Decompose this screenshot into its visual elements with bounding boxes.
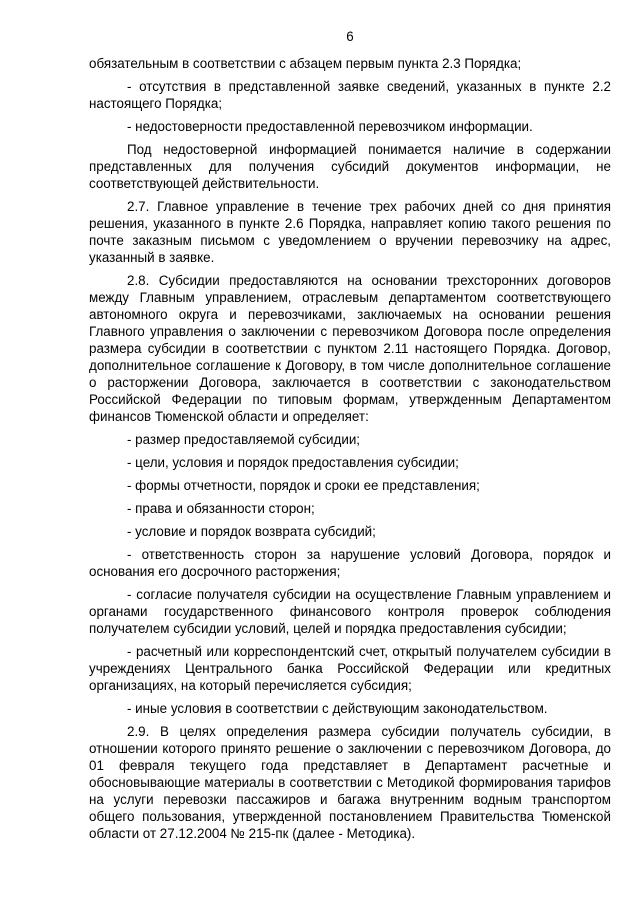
document-page: [89, 28, 611, 848]
paragraph: - права и обязанности сторон;: [127, 501, 315, 516]
paragraph: - отсутствия в представленной заявке сведений, указанных в пункте 2.2 настоящего Порядка;: [89, 79, 611, 111]
paragraph: - иные условия в соответствии с действующим законодательством.: [127, 701, 548, 716]
paragraph: - размер предоставляемой субсидии;: [127, 432, 361, 447]
paragraph: - согласие получателя субсидии на осуществление Главным управлением и органами государственного финансового контроля проверок соблюдения получателем субсидии условий, целей и порядка предоставления субсидии;: [89, 587, 611, 636]
paragraph: Под недостоверной информацией понимается наличие в содержании представленных для получения субсидий документов информации, не соответствующей действительности.: [89, 142, 611, 191]
paragraph: 2.9. В целях определения размера субсидии получатель субсидии, в отношении которого принято решение о заключении с перевозчиком Договора, до 01 февраля текущего года представляет в Департамент расчетные и обосновывающие материалы в соответствии с Методикой формирования тарифов на услуги перевозки пассажиров и багажа внутренним водным транспортом общего пользования, утвержденной постановлением Правительства Тюменской области от 27.12.2004 № 215-пк (далее - Методика).: [89, 724, 611, 841]
paragraph: - расчетный или корреспондентский счет, открытый получателем субсидии в учреждениях Центрального банка Российской Федерации или кредитных организациях, на который перечисляется субсидия;: [89, 644, 611, 693]
paragraph: - недостоверности предоставленной перевозчиком информации.: [127, 119, 533, 134]
paragraph: - цели, условия и порядок предоставления субсидии;: [127, 455, 459, 470]
page-number: 6: [346, 29, 354, 44]
paragraph: обязательным в соответствии с абзацем первым пункта 2.3 Порядка;: [89, 56, 522, 71]
paragraph: - условие и порядок возврата субсидий;: [127, 524, 376, 539]
document-body: [89, 55, 611, 842]
paragraph: - ответственность сторон за нарушение условий Договора, порядок и основания его досрочного расторжения;: [89, 547, 611, 579]
paragraph: 2.7. Главное управление в течение трех рабочих дней со дня принятия решения, указанного в пункте 2.6 Порядка, направляет копию такого решения по почте заказным письмом с уведомлением о вручении перевозчику на адрес, указанный в заявке.: [89, 199, 611, 265]
paragraph: - формы отчетности, порядок и сроки ее представления;: [127, 478, 480, 493]
paragraph: 2.8. Субсидии предоставляются на основании трехсторонних договоров между Главным управлением, отраслевым департаментом соответствующего автономного округа и перевозчиками, заключаемых на основании решения Главного управления о заключении с перевозчиком Договора после определения размера субсидии в соответствии с пунктом 2.11 настоящего Порядка. Договор, дополнительное соглашение к Договору, в том числе дополнительное соглашение о расторжении Договора, заключается в соответствии с законодательством Российской Федерации по типовым формам, утвержденным Департаментом финансов Тюменской области и определяет:: [89, 273, 611, 424]
